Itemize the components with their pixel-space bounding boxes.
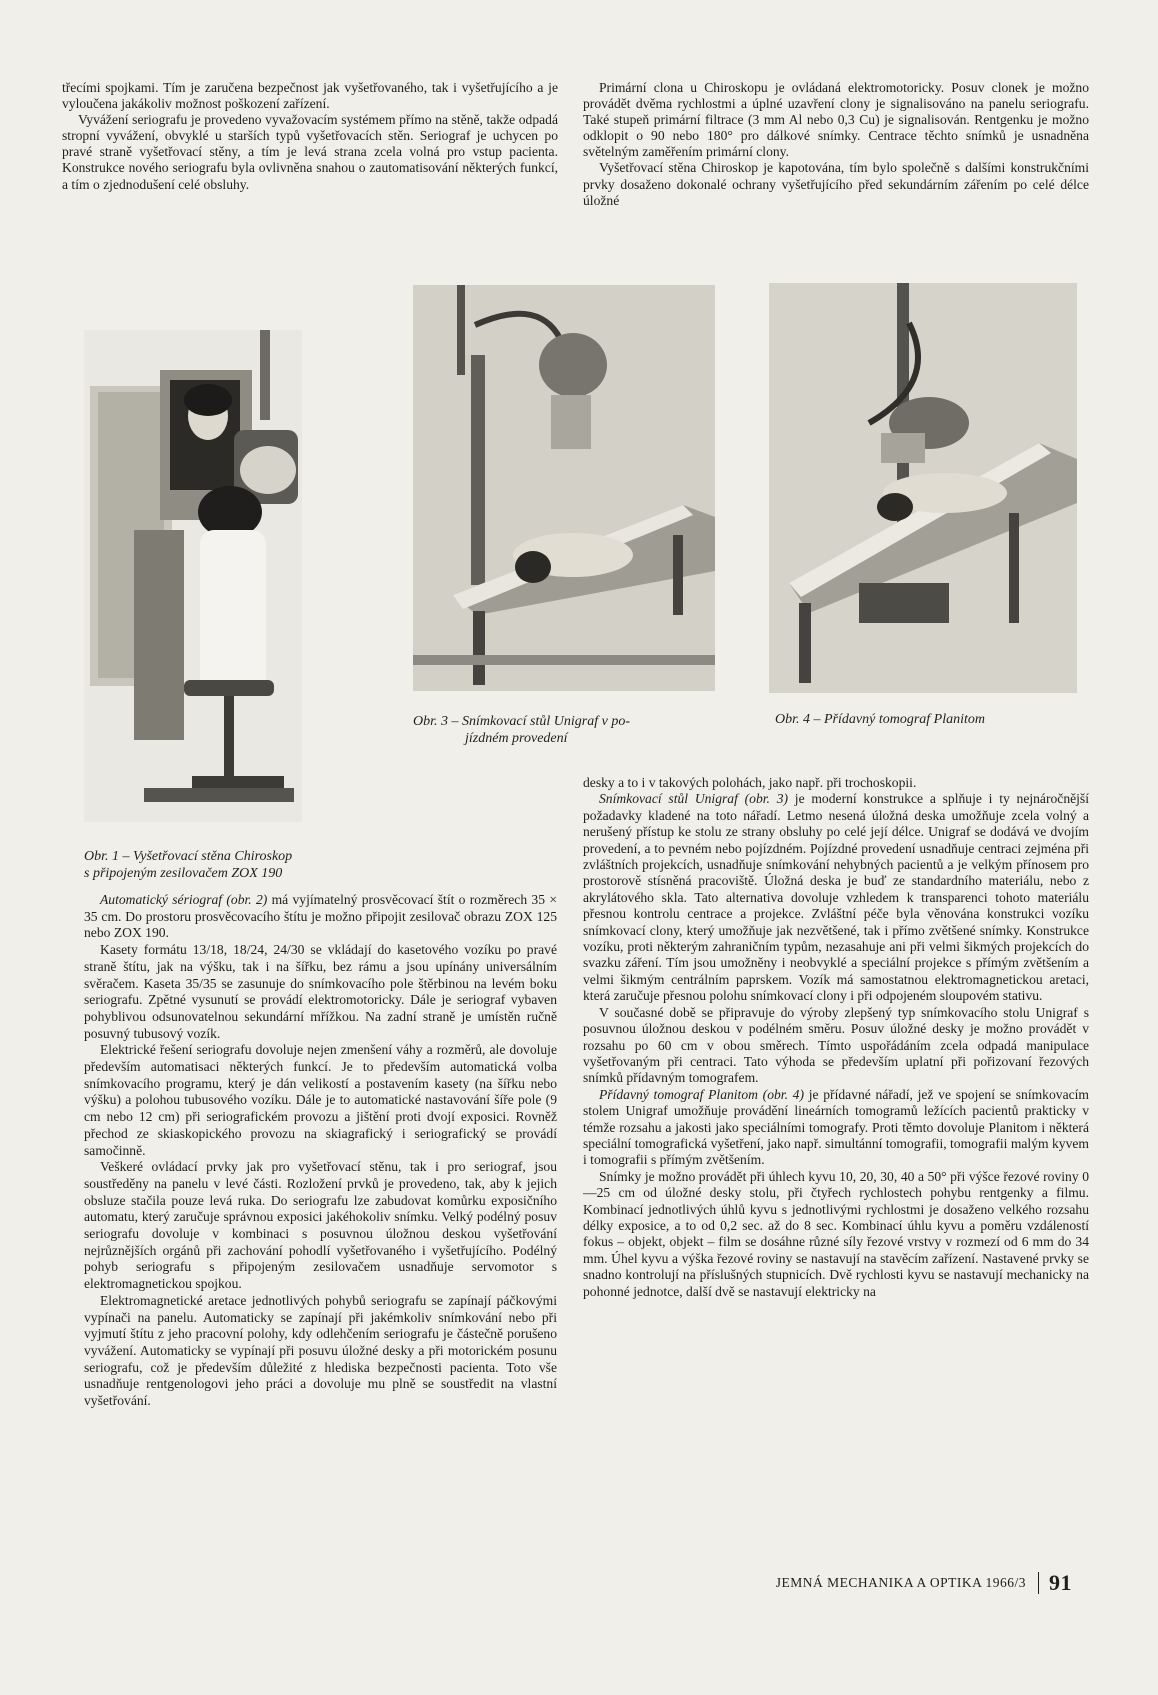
page-number: 91 — [1049, 1570, 1072, 1595]
column-bottom-left — [84, 892, 557, 1410]
paragraph — [84, 892, 557, 942]
paragraph-text: je přídavné nářadí, jež ve spojení se snímkovacím stolem Unigraf umožňuje provádění lineárních tomogramů ležících pacientů prakticky v témže rozsahu a jakosti jako speciálními tomografy. Proti těmto dovoluje Planitom i některá speciální tomografická vyšetření, jako např. simultánní tomografii, tomografii malým kyvem i tomografii s přímým zvětšením. — [583, 1086, 1089, 1168]
paragraph — [583, 1169, 1089, 1300]
paragraph — [583, 791, 1089, 1004]
paragraph-text: Veškeré ovládací prvky jak pro vyšetřovací stěnu, tak i pro seriograf, jsou soustředěny na panelu v levé části. Rozložení prvků je provedeno, tak, aby k jejich obsluze stačila pouze levá ruka. Do seriografu lze zabudovat komůrku exposičního automatu, který zaručuje správnou exposici jakéhokoliv snímku. Velký podélný posuv seriografu dovoluje v kombinaci s posuvnou úložnou deskou vyšetřování nejrůznějších orgánů při zachování pohodlí vyšetřovaného i vyšetřujícího. Podélný pohyb seriografu s připojeným zesilovačem usnadňuje servomotor s elektromagnetickou spojkou. — [84, 1159, 557, 1292]
caption-line: Obr. 3 – Snímkovací stůl Unigraf v po- — [413, 714, 630, 729]
paragraph-text: V současné době se připravuje do výroby zlepšený typ snímkovacího stolu Unigraf s posuvnou úložnou deskou v podélném směru. Posuv úložné desky je možno provádět v rozsahu po 60 cm v obou směrech. Tímto uspořádáním zcela odpadá manipulace vyšetřovaným při centraci. Tato výhoda se především uplatní při pořizovaní řezových snímků přídavným tomografem. — [583, 1004, 1089, 1086]
paragraph-text: Kasety formátu 13/18, 18/24, 24/30 se vkládají do kasetového vozíku po pravé straně štítu, jak na výšku, tak i na šířku, bez rámu a jsou upínány universálním svěračem. Kaseta 35/35 se zasunuje do snímkovacího pole štěrbinou na levém boku seriografu. Zpětné vysunutí se provádí elektromotoricky. Dále je seriograf vybaven pohyblivou odsunovatelnou sekundární mřížkou. Na zadní straně je umístěn ručně posuvný tubusový vozík. — [84, 942, 557, 1041]
caption-line: Obr. 4 – Přídavný tomograf Planitom — [775, 712, 985, 727]
paragraph-text: Elektromagnetické aretace jednotlivých pohybů seriografu se zapínají páčkovými vypínači na panelu. Automaticky se zapínají při jakémkoliv snímkování nebo při vyjmutí štítu z jeho pracovní polohy, kdy odlehčením seriografu je částečně porušeno vyvážení. Automaticky se vypínají při posuvu úložné desky a při motorickém posunu seriografu, což je především důležité z hlediska bezpečnosti pacienta. Toto vše usnadňuje rentgenologovi jeho práci a dovoluje mu plně se soustředit na vlastní vyšetřování. — [84, 1292, 557, 1409]
paragraph-text: je moderní konstrukce a splňuje i ty nejnáročnější požadavky kladené na toto nářadí. Letmo nesená úložná deska umožňuje zcela volný a nerušený přístup ke stolu ze strany obsluhy po celé její délce. Unigraf se dodává ve dvojím provedení, a to pevném nebo pojízdném. Pojízdné provedení usnadňuje centraci zejména při zvláštních projekcích, usnadňuje snímkování nehybných pacientů a je velkým přínosem pro prostorově stísněná pracoviště. Úložná deska je buď ze standardního materiálu, nebo z akrylátového skla. Tato alternativa dovoluje vzhledem k transparenci tohoto materiálu přesnou kontrolu centrace a projekce. Zvláštní péče byla věnována konstrukci vozíku snímkovací clony, který umožňuje jak nezvětšené, tak i přímo zvětšené snímky. Konstrukce vozíku, proti některým zahraničním typům, nezasahuje ani při velmi šikmých projekcích do svazku záření. Tím jsou umožněny i neobvyklé a speciální projekce s přímým zvětšením a velmi šikmým centrálním paprskem. Vozík má samostatnou elektromagnetickou aretaci, která zaručuje přesnou polohu snímkovací clony i při odpojeném sloupovém stativu. — [583, 791, 1089, 1004]
figure-1-caption — [84, 848, 424, 882]
figure-3-caption — [413, 713, 713, 747]
paragraph-lead: Snímkovací stůl Unigraf (obr. 3) — [599, 791, 789, 807]
figure-4-caption — [775, 711, 1075, 728]
paragraph — [84, 1293, 557, 1410]
paragraph-text: má vyjímatelný prosvěcovací štít o rozměrech 35 × 35 cm. Do prostoru prosvěcovacího štítu je možno připojit zesilovač obrazu ZOX 125 nebo ZOX 190. — [84, 892, 557, 941]
caption-line: jízdném provedení — [465, 731, 568, 746]
paragraph: Vyvážení seriografu je provedeno vyvažovacím systémem přímo na stěně, takže odpadá stropní vyvážení, obvyklé u starších typů vyšetřovacích stěn. Seriograf je uchycen po pravé straně vyšetřovací stěny, a tím je levá strana zcela volná pro vstup pacienta. Konstrukce nového seriografu byla ovlivněna snahou o zautomatisování některých funkcí, a tím o zjednodušení celé obsluhy. — [62, 112, 558, 192]
footer-divider — [1038, 1572, 1039, 1594]
paragraph — [583, 775, 1089, 791]
caption-line: s připojeným zesilovačem ZOX 190 — [84, 866, 283, 881]
column-top-left — [62, 80, 558, 193]
paragraph — [84, 1159, 557, 1293]
figure-4-photo — [769, 283, 1077, 693]
paragraph — [84, 1042, 557, 1159]
paragraph-text: Elektrické řešení seriografu dovoluje nejen zmenšení váhy a rozměrů, ale dovoluje především automatisaci některých funkcí. Je to především automatická volba snímkovacího programu, který je dán velikostí a postavením kasety (na šířku nebo výšku) a polohou tubusového vozíku. Dále je to automatické nastavování šíře pole (9 cm nebo 12 cm) při seriografickém provozu a jištění proti dvojí exposici. Rovněž přechod ze skiaskopického provozu na skiagrafický i seriografický se provádí samočinně. — [84, 1042, 557, 1158]
paragraph-text: Snímky je možno provádět při úhlech kyvu 10, 20, 30, 40 a 50° při výšce řezové roviny 0—25 cm od úložné desky stolu, při čtyřech rychlostech pohybu rentgenky a filmu. Kombinací jednotlivých úhlů kyvu s jednotlivými rychlostmi je dosaženo velkého rozsahu délky exposice, a to od 0,2 sec. až do 8 sec. Kombinací úhlu kyvu a poměru vzdáleností fokus – objekt, objekt – film se dosáhne různé síly řezové vrstvy v rozmezí od 6 mm do 34 mm. Úhel kyvu a výška řezové roviny se nastavují na stavěcím zařízení. Nastavené prvky se snadno kontrolují na příslušných stupnicích. Dvě rychlosti kyvu se nastavují mechanicky na pohonné jednotce, další dvě se nastavují elektricky na — [583, 1168, 1089, 1299]
paragraph: Vyšetřovací stěna Chiroskop je kapotována, tím bylo společně s dalšími konstrukčními prvky dosaženo dokonalé ochrany vyšetřujícího před sekundárním zářením po celé délce úložné — [583, 160, 1089, 208]
paragraph-lead: Automatický sériograf (obr. 2) — [100, 892, 268, 907]
figure-1-photo — [84, 330, 302, 822]
caption-line: Obr. 1 – Vyšetřovací stěna Chiroskop — [84, 849, 293, 864]
page-footer — [776, 1570, 1072, 1596]
column-bottom-right — [583, 775, 1089, 1300]
paragraph: Primární clona u Chiroskopu je ovládaná elektromotoricky. Posuv clonek je možno provádět dvěma rychlostmi a úplné uzavření clony je signalisováno na panelu seriografu. Také stupeň primární filtrace (3 mm Al nebo 0,3 Cu) je signalisován. Rentgenku je možno odklopit o 90 nebo 180° pro dálkové snímky. Centrace těchto snímků je usnadněna světelným zaměřením primární clony. — [583, 80, 1089, 160]
figure-3-photo — [413, 285, 715, 691]
paragraph-lead: Přídavný tomograf Planitom (obr. 4) — [599, 1086, 805, 1102]
paragraph — [583, 1087, 1089, 1169]
paragraph — [84, 942, 557, 1042]
paragraph — [583, 1005, 1089, 1087]
paragraph-text: desky a to i v takových polohách, jako např. při trochoskopii. — [583, 775, 917, 790]
journal-name: JEMNÁ MECHANIKA A OPTIKA 1966/3 — [775, 1575, 1026, 1590]
paragraph: třecími spojkami. Tím je zaručena bezpečnost jak vyšetřovaného, tak i vyšetřujícího a je vyloučena jakákoliv možnost poškození zařízení. — [62, 80, 558, 112]
column-top-right — [583, 80, 1089, 209]
